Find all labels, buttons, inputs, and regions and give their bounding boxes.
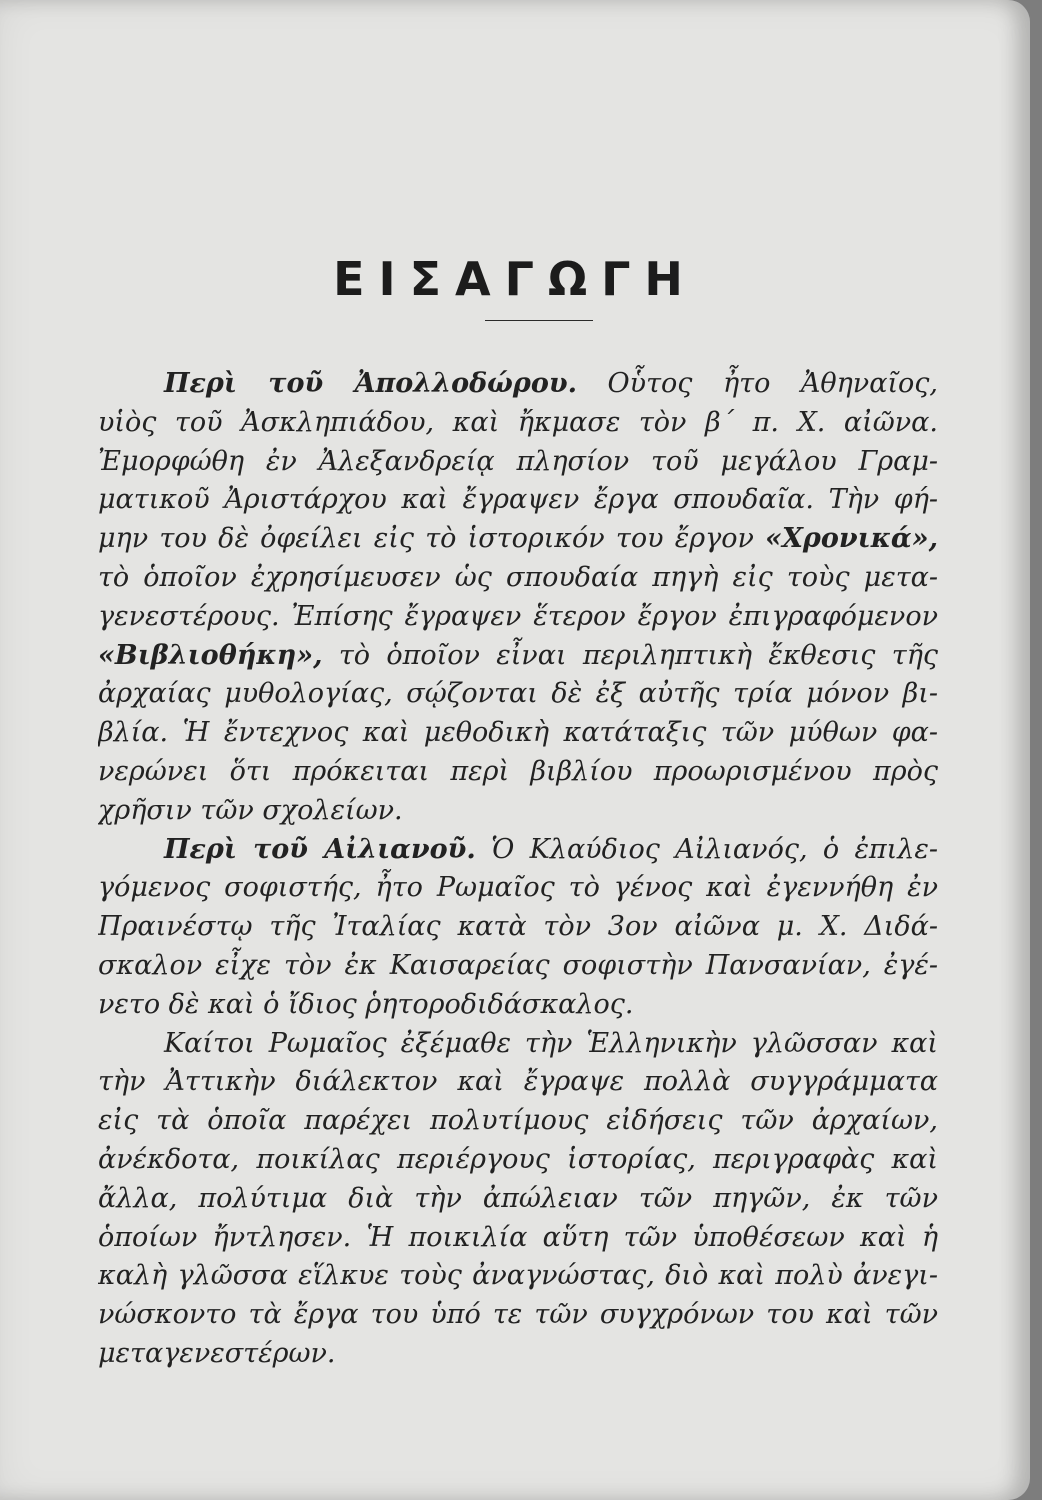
text-line: «Βιβλιοθήκη», τὸ ὁποῖον εἶναι περιληπτικὴ ἔκθεσις τῆς [98, 639, 938, 671]
text-line: χρῆσιν τῶν σχολείων. [98, 794, 403, 826]
work-title: «Χρονικά», [765, 523, 938, 555]
section-title: Περὶ τοῦ Ἀπολλοδώρου. [164, 368, 577, 399]
text-line: νερώνει ὅτι πρόκειται περὶ βιβλίου προωρισμένου πρὸς [98, 755, 938, 787]
heading-divider [485, 320, 593, 321]
text-line: Περὶ τοῦ Αἰλιανοῦ. Ὁ Κλαύδιος Αἰλιανός, ὁ ἐπιλε- [164, 833, 938, 865]
text-line: σκαλον εἶχε τὸν ἐκ Καισαρείας σοφιστὴν Πανσανίαν, ἐγέ- [98, 949, 938, 981]
text-line: ἄλλα, πολύτιμα διὰ τὴν ἀπώλειαν τῶν πηγῶν, ἐκ τῶν [98, 1182, 938, 1214]
text-line: υἱὸς τοῦ Ἀσκληπιάδου, καὶ ἤκμασε τὸν β΄ π. Χ. αἰῶνα. [98, 406, 938, 438]
text-line: καλὴ γλῶσσα εἵλκυε τοὺς ἀναγνώστας, διὸ καὶ πολὺ ἀνεγι- [98, 1260, 938, 1292]
work-title: «Βιβλιοθήκη», [98, 639, 323, 671]
text-line: Καίτοι Ρωμαῖος ἐξέμαθε τὴν Ἑλληνικὴν γλῶσσαν καὶ [164, 1027, 938, 1059]
text-line: νώσκοντο τὰ ἔργα του ὑπό τε τῶν συγχρόνων του καὶ τῶν [98, 1299, 938, 1331]
text-line: μην του δὲ ὀφείλει εἰς τὸ ἱστορικόν του ἔργον «Χρονικά», [98, 523, 938, 555]
text-line: εἰς τὰ ὁποῖα παρέχει πολυτίμους εἰδήσεις τῶν ἀρχαίων, [98, 1105, 938, 1137]
text-line: Ἐμορφώθη ἐν Ἀλεξανδρείᾳ πλησίον τοῦ μεγάλου Γραμ- [98, 445, 938, 477]
paragraph-aelian [98, 831, 938, 1025]
page-heading: ΕΙΣΑΓΩΓΗ [333, 252, 697, 306]
text-line: μεταγενεστέρων. [98, 1337, 336, 1369]
paragraph-aelian-works [98, 1025, 938, 1374]
text-line: Περὶ τοῦ Ἀπολλοδώρου. Οὗτος ἦτο Ἀθηναῖος, [164, 368, 938, 399]
body-text [98, 365, 938, 1374]
text-line: βλία. Ἡ ἔντεχνος καὶ μεθοδικὴ κατάταξις τῶν μύθων φα- [98, 717, 938, 749]
text-line: ὁποίων ἤντλησεν. Ἡ ποικιλία αὕτη τῶν ὑποθέσεων καὶ ἡ [98, 1221, 938, 1253]
text-line: ματικοῦ Ἀριστάρχου καὶ ἔγραψεν ἔργα σπουδαῖα. Τὴν φή- [98, 484, 938, 516]
text-line: ἀνέκδοτα, ποικίλας περιέργους ἱστορίας, περιγραφὰς καὶ [98, 1143, 938, 1175]
text-line: ἀρχαίας μυθολογίας, σῴζονται δὲ ἐξ αὐτῆς τρία μόνον βι- [98, 678, 938, 710]
text-line: τὴν Ἀττικὴν διάλεκτον καὶ ἔγραψε πολλὰ συγγράμματα [98, 1066, 938, 1098]
section-title: Περὶ τοῦ Αἰλιανοῦ. [164, 833, 476, 865]
text-line: νετο δὲ καὶ ὁ ἴδιος ῥητοροδιδάσκαλος. [98, 988, 634, 1020]
text-line: γόμενος σοφιστής, ἦτο Ρωμαῖος τὸ γένος καὶ ἐγεννήθη ἐν [98, 872, 938, 904]
text-line: γενεστέρους. Ἐπίσης ἔγραψεν ἕτερον ἔργον ἐπιγραφόμενον [98, 600, 938, 632]
paragraph-apollodorus [98, 365, 938, 831]
text-line: τὸ ὁποῖον ἐχρησίμευσεν ὡς σπουδαία πηγὴ εἰς τοὺς μετα- [98, 561, 938, 593]
text-line: Πραινέστῳ τῆς Ἰταλίας κατὰ τὸν 3ον αἰῶνα μ. Χ. Διδά- [98, 911, 938, 943]
